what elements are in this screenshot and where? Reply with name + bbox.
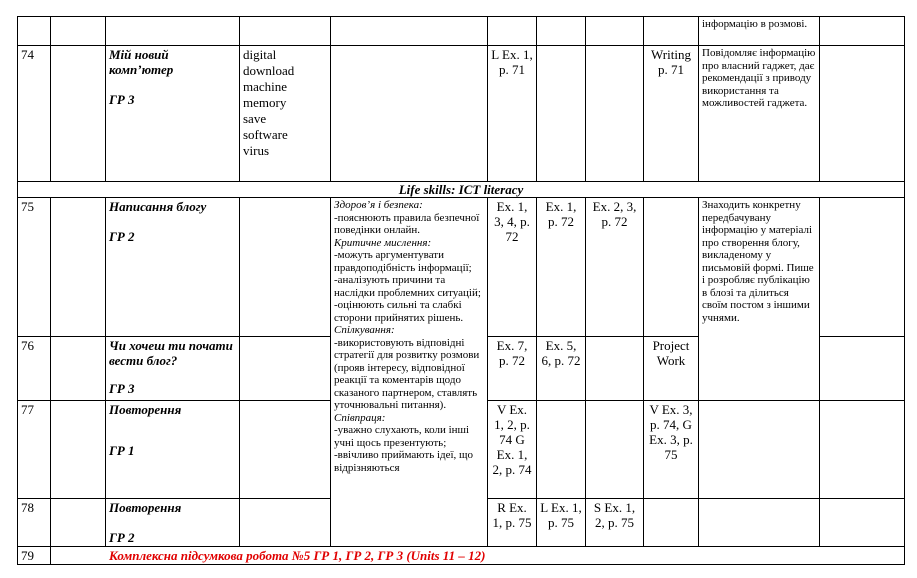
exercise-cell: Ex. 7, p. 72 [488, 337, 537, 401]
skill-line: -використовують відповідні стратегії для розвитку розмови (прояв інтересу, відповідної реакції та коментарів щодо сказаного партнером, ставлять уточнювальні питання). [334, 336, 480, 411]
exercise-cell: Ex. 1, 3, 4, p. 72 [488, 198, 537, 337]
lesson-number: 74 [18, 46, 51, 182]
lesson-number: 77 [18, 401, 51, 499]
section-band: Life skills: ICT literacy [18, 182, 905, 198]
lesson-topic: Написання блогу [109, 199, 207, 214]
lesson-number: 76 [18, 337, 51, 401]
lesson-topic-cell [106, 198, 240, 337]
outcome-cell: інформацію в розмові. [699, 17, 820, 46]
table-row [18, 198, 905, 337]
listening-cell: L Ex. 1, p. 71 [488, 46, 537, 182]
lesson-topic: Повторення [109, 500, 182, 515]
outcome-cell: Повідомляє інформацію про власний гаджет, дає рекомендації з приводу використання та можливостей гаджета. [699, 46, 820, 182]
lesson-topic-cell [106, 499, 240, 547]
key-skills-cell [331, 198, 488, 547]
skill-line: Критичне мислення: [334, 236, 432, 249]
exercise-cell: Project Work [644, 337, 699, 401]
exercise-cell: R Ex. 1, p. 75 [488, 499, 537, 547]
outcome-cell: Знаходить конкретну передбачувану інформацію у матеріалі про створення блогу, викладеному у письмовій формі. Пише і розробляє публікацію в блозі та ділиться своїм постом з іншими учнями. [699, 198, 820, 401]
skill-line: -пояснюють правила безпечної поведінки онлайн. [334, 211, 480, 236]
vocab-word: machine [243, 79, 288, 94]
vocab-word: memory [243, 95, 287, 110]
vocab-word: digital [243, 47, 277, 62]
lesson-topic-cell [106, 46, 240, 182]
exercise-cell: S Ex. 1, 2, p. 75 [586, 499, 644, 547]
skill-line: -можуть аргументувати правдоподібність інформації; [334, 249, 472, 274]
writing-cell: Writing p. 71 [644, 46, 699, 182]
skill-line: -уважно слухають, коли інші учні щось презентують; [334, 424, 470, 449]
lesson-number: 75 [18, 198, 51, 337]
lesson-group: ГР 2 [109, 530, 135, 545]
lesson-topic: Повторення [109, 402, 182, 417]
exercise-cell: L Ex. 1, p. 75 [537, 499, 586, 547]
lesson-topic: Мій новий комп’ютер [109, 47, 174, 77]
skill-line: -аналізують причини та наслідки проблемних ситуацій; [334, 274, 481, 299]
skill-line: -ввічливо приймають ідеї, що відрізняються [334, 449, 474, 474]
vocab-word: save [243, 111, 267, 126]
exercise-cell: Ex. 1, p. 72 [537, 198, 586, 337]
lesson-number: 79 [18, 547, 51, 565]
lesson-group: ГР 3 [109, 92, 135, 107]
vocab-word: virus [243, 143, 269, 158]
lesson-plan-table [17, 16, 905, 565]
skill-line: Співпраця: [334, 411, 386, 424]
skill-line: Спілкування: [334, 324, 395, 336]
vocabulary-cell [240, 46, 331, 182]
lesson-group: ГР 1 [109, 443, 135, 458]
lesson-group: ГР 3 [109, 381, 135, 396]
table-row [18, 547, 905, 565]
lesson-topic: Чи хочеш ти почати вести блог? [109, 338, 233, 368]
skill-line: Здоров’я і безпека: [334, 199, 423, 211]
exercise-cell: Ex. 5, 6, p. 72 [537, 337, 586, 401]
exercise-cell: V Ex. 1, 2, p. 74 G Ex. 1, 2, p. 74 [488, 401, 537, 499]
lesson-number: 78 [18, 499, 51, 547]
skill-line: -оцінюють сильні та слабкі сторони прийнятих рішень. [334, 299, 464, 324]
table-row [18, 46, 905, 182]
exercise-cell: V Ex. 3, p. 74, G Ex. 3, p. 75 [644, 401, 699, 499]
section-band-row [18, 182, 905, 198]
exercise-cell: Ex. 2, 3, p. 72 [586, 198, 644, 337]
vocab-word: download [243, 63, 295, 78]
final-test-label: Комплексна підсумкова робота №5 ГР 1, ГР 2, ГР 3 (Units 11 – 12) [51, 547, 905, 565]
table-row [18, 17, 905, 46]
vocab-word: software [243, 127, 288, 142]
lesson-topic-cell [106, 337, 240, 401]
lesson-topic-cell [106, 401, 240, 499]
lesson-group: ГР 2 [109, 229, 135, 244]
